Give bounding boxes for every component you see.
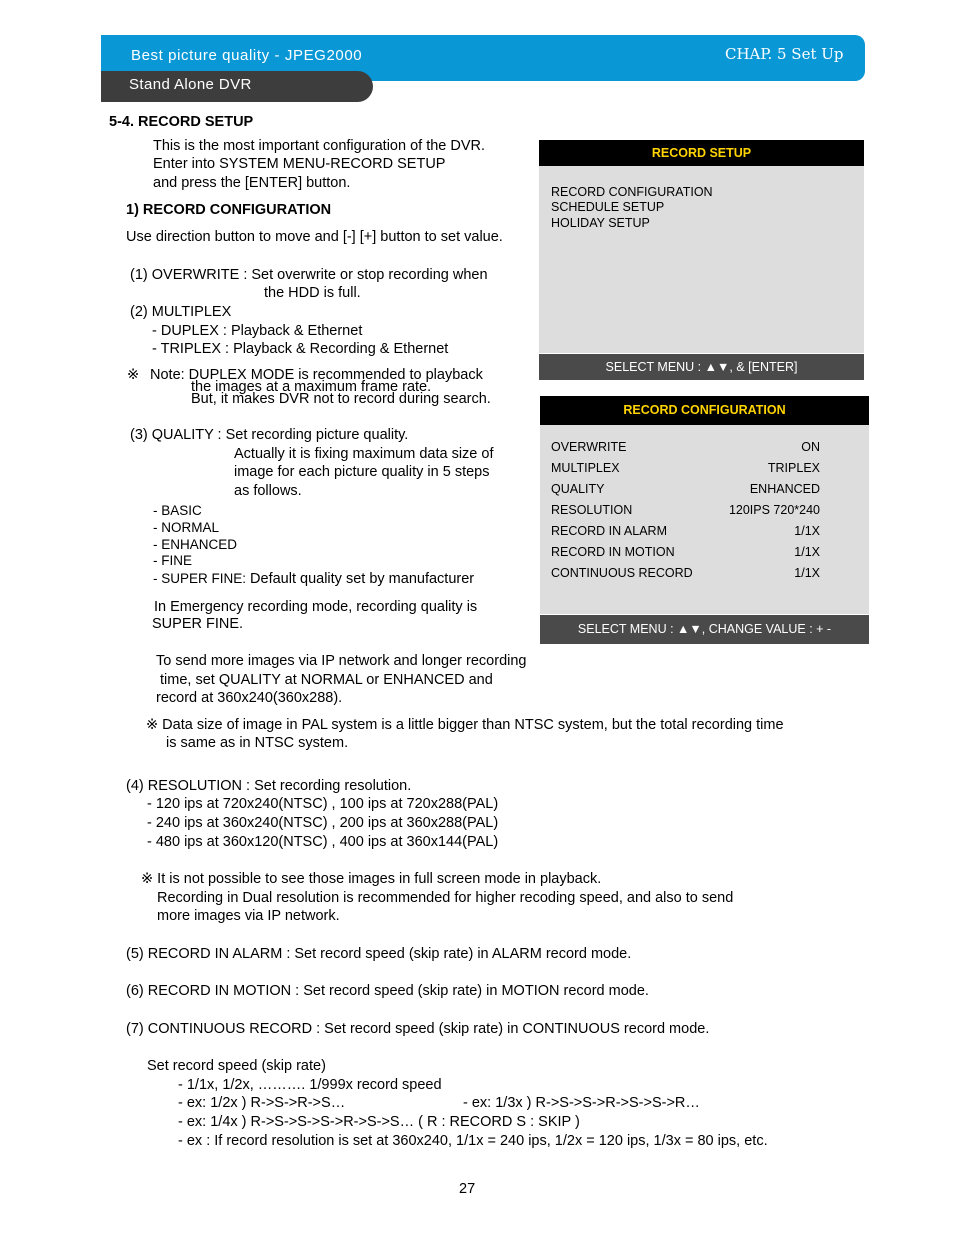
note-duplex-line: But, it makes DVR not to record during search. — [191, 391, 491, 407]
quality-level: - FINE — [153, 553, 192, 568]
menu-item-schedule-setup[interactable]: SCHEDULE SETUP — [551, 200, 665, 214]
config-label-overwrite: OVERWRITE — [551, 440, 627, 454]
config-value-overwrite[interactable]: ON — [801, 440, 820, 454]
record-setup-panel — [539, 140, 864, 379]
subsection-title: 1) RECORD CONFIGURATION — [126, 202, 332, 218]
quality-desc: as follows. — [234, 483, 302, 499]
emergency-note: In Emergency recording mode, recording quality is — [154, 599, 478, 615]
direction-note: Use direction button to move and [-] [+] button to set value. — [126, 229, 503, 245]
note-duplex-line: Note: DUPLEX MODE is recommended to playback — [150, 367, 483, 383]
config-value-quality[interactable]: ENHANCED — [749, 482, 820, 496]
skip-line: - ex: 1/3x ) R->S->S->R->S->S->R… — [463, 1095, 700, 1111]
config-label-record-in-motion: RECORD IN MOTION — [551, 545, 675, 559]
pal-note: ※ Data size of image in PAL system is a little bigger than NTSC system, but the total recording time — [146, 717, 784, 733]
record-configuration-panel-footer: SELECT MENU : ▲▼, CHANGE VALUE : + - — [540, 614, 869, 644]
skip-line: - ex: 1/2x ) R->S->R->S… — [178, 1095, 346, 1111]
multiplex-title: (2) MULTIPLEX — [130, 304, 232, 320]
resolution-option: - 120 ips at 720x240(NTSC) , 100 ips at 720x288(PAL) — [147, 796, 499, 812]
intro-line: Enter into SYSTEM MENU-RECORD SETUP — [153, 156, 446, 172]
emergency-note: SUPER FINE. — [152, 616, 244, 632]
fullscreen-note: Recording in Dual resolution is recommended for higher recoding speed, and also to send — [157, 890, 734, 906]
intro-line: This is the most important configuration of the DVR. — [153, 138, 486, 154]
quality-level: - ENHANCED — [153, 537, 238, 552]
item-record-in-alarm: (5) RECORD IN ALARM : Set record speed (skip rate) in ALARM record mode. — [126, 946, 632, 962]
multiplex-duplex: - DUPLEX : Playback & Ethernet — [152, 323, 363, 339]
resolution-title: (4) RESOLUTION : Set recording resolution. — [126, 778, 412, 794]
config-label-continuous-record: CONTINUOUS RECORD — [551, 566, 693, 580]
config-label-record-in-alarm: RECORD IN ALARM — [551, 524, 667, 538]
multiplex-triplex: - TRIPLEX : Playback & Recording & Ethernet — [152, 341, 449, 357]
ip-note: To send more images via IP network and longer recording — [156, 653, 527, 669]
record-configuration-panel-title: RECORD CONFIGURATION — [540, 396, 869, 425]
note-duplex-line: the images at a maximum frame rate. — [191, 379, 432, 395]
super-fine-desc: Default quality set by manufacturer — [246, 571, 475, 587]
config-value-multiplex[interactable]: TRIPLEX — [767, 461, 820, 475]
fullscreen-note: ※ It is not possible to see those images in full screen mode in playback. — [141, 871, 602, 887]
intro-line: and press the [ENTER] button. — [153, 175, 351, 191]
skip-line: - 1/1x, 1/2x, ………. 1/999x record speed — [178, 1077, 442, 1093]
chapter-label: CHAP. 5 Set Up — [725, 45, 844, 63]
header-subtitle: Stand Alone DVR — [129, 76, 252, 93]
note-symbol: ※ — [127, 367, 140, 383]
quality-title: (3) QUALITY : Set recording picture quality. — [130, 427, 409, 443]
quality-level: - BASIC — [153, 503, 202, 518]
overwrite-desc: the HDD is full. — [264, 285, 361, 301]
config-label-multiplex: MULTIPLEX — [551, 461, 620, 475]
config-value-record-in-alarm[interactable]: 1/1X — [794, 524, 820, 538]
record-configuration-panel — [540, 396, 869, 643]
overwrite-desc: (1) OVERWRITE : Set overwrite or stop recording when — [130, 267, 488, 283]
super-fine-label: - SUPER FINE: — [153, 571, 247, 586]
quality-desc: image for each picture quality in 5 steps — [234, 464, 490, 480]
item-record-in-motion: (6) RECORD IN MOTION : Set record speed (skip rate) in MOTION record mode. — [126, 983, 649, 999]
fullscreen-note: more images via IP network. — [157, 908, 340, 924]
config-value-resolution[interactable]: 120IPS 720*240 — [728, 503, 820, 517]
quality-desc: Actually it is fixing maximum data size of — [234, 446, 494, 462]
skip-line: - ex : If record resolution is set at 360x240, 1/1x = 240 ips, 1/2x = 120 ips, 1/3x = 80 ips, etc. — [178, 1133, 768, 1149]
pal-note: is same as in NTSC system. — [166, 735, 349, 751]
ip-note: time, set QUALITY at NORMAL or ENHANCED and — [160, 672, 493, 688]
config-value-continuous-record[interactable]: 1/1X — [794, 566, 820, 580]
ip-note: record at 360x240(360x288). — [156, 690, 343, 706]
quality-level: - NORMAL — [153, 520, 220, 535]
menu-item-holiday-setup[interactable]: HOLIDAY SETUP — [551, 216, 650, 230]
skip-line: - ex: 1/4x ) R->S->S->S->R->S->S… ( R : RECORD S : SKIP ) — [178, 1114, 580, 1130]
page-number: 27 — [459, 1181, 476, 1197]
config-label-quality: QUALITY — [551, 482, 605, 496]
header-title: Best picture quality - JPEG2000 — [131, 47, 363, 64]
record-setup-panel-footer: SELECT MENU : ▲▼, & [ENTER] — [539, 353, 864, 380]
resolution-option: - 240 ips at 360x240(NTSC) , 200 ips at 360x288(PAL) — [147, 815, 499, 831]
quality-super-fine — [153, 570, 474, 588]
record-setup-panel-title: RECORD SETUP — [539, 140, 864, 166]
config-value-record-in-motion[interactable]: 1/1X — [794, 545, 820, 559]
menu-item-record-configuration[interactable]: RECORD CONFIGURATION — [551, 185, 713, 199]
config-label-resolution: RESOLUTION — [551, 503, 633, 517]
item-continuous-record: (7) CONTINUOUS RECORD : Set record speed (skip rate) in CONTINUOUS record mode. — [126, 1021, 710, 1037]
section-title: 5-4. RECORD SETUP — [109, 114, 254, 130]
resolution-option: - 480 ips at 360x120(NTSC) , 400 ips at 360x144(PAL) — [147, 834, 499, 850]
skip-title: Set record speed (skip rate) — [147, 1058, 326, 1074]
